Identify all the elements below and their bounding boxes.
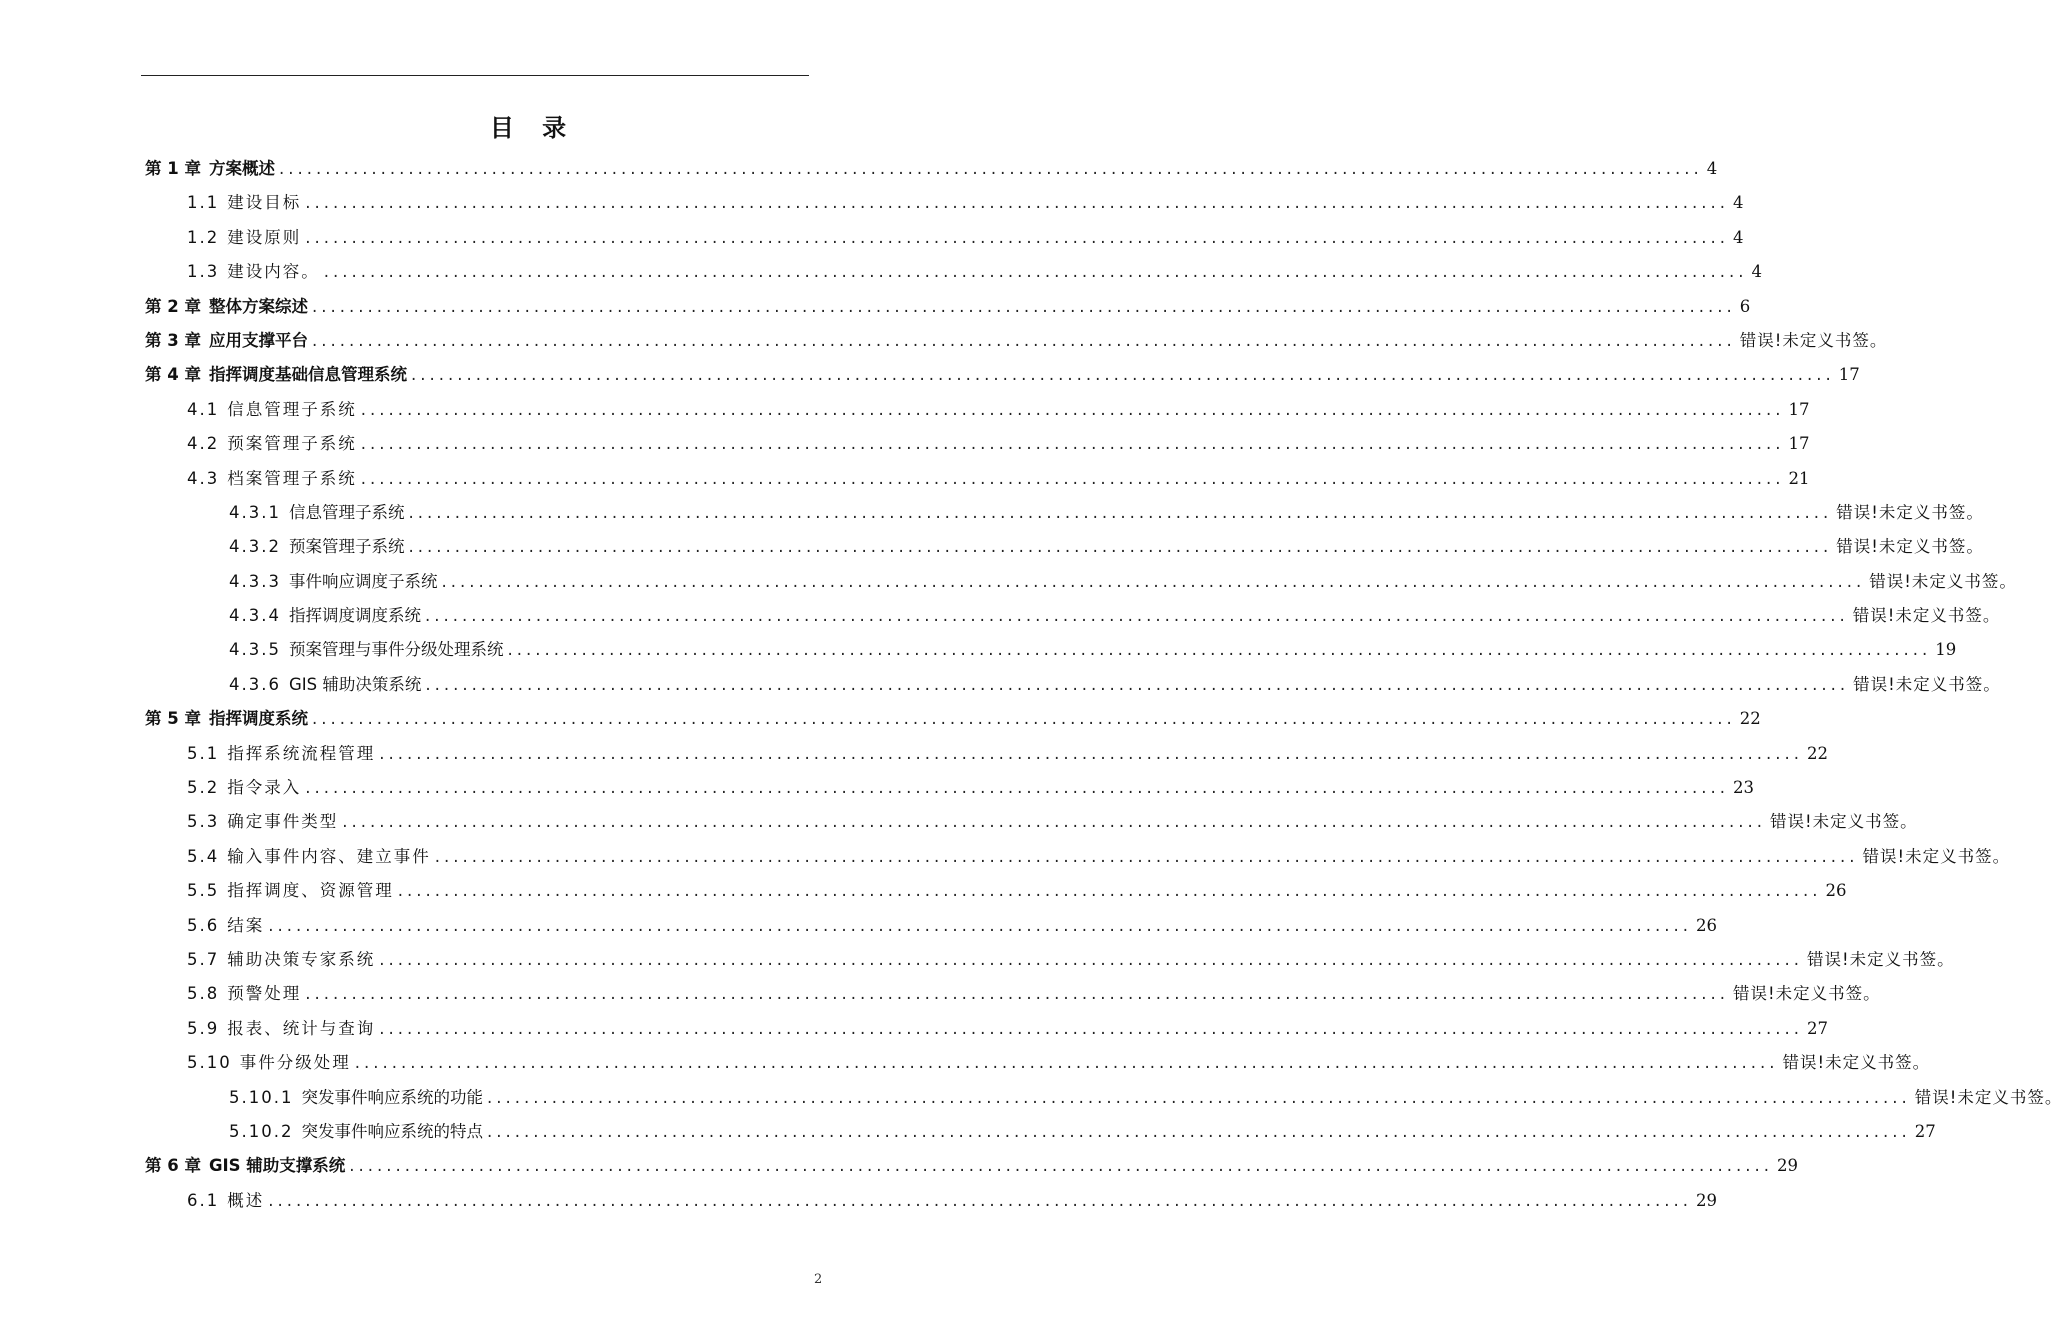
toc-entry-number: 4.3.1: [229, 502, 281, 522]
toc-entry-page: 6: [1739, 296, 1751, 316]
toc-entry-number: 6.1: [187, 1190, 220, 1210]
toc-entry-number: 第 5 章: [145, 709, 201, 729]
toc-leader-dots: ..........................................................................................................................................................: [425, 674, 1850, 694]
toc-entry-number: 1.3: [187, 262, 220, 282]
toc-entry-title: 建设原则: [227, 227, 302, 247]
toc-leader-dots: ..........................................................................................................................................................: [379, 949, 1803, 969]
toc-entry-page: 22: [1739, 709, 1761, 729]
toc-entry-page: 错误!未定义书签。: [1852, 606, 2001, 626]
toc-entry[interactable]: [145, 702, 1761, 736]
toc-leader-dots: ..........................................................................................................................................................: [397, 881, 1822, 901]
toc-entry-number: 1.1: [187, 193, 220, 213]
toc-entry-number: 5.10: [187, 1053, 232, 1073]
toc-entry-number: 第 4 章: [145, 365, 201, 385]
toc-entry-page: 29: [1695, 1190, 1717, 1210]
toc-leader-dots: ..........................................................................................................................................................: [268, 1190, 1692, 1210]
toc-entry-title: 指令录入: [227, 778, 302, 798]
toc-entry[interactable]: [145, 393, 1810, 427]
toc-entry[interactable]: [145, 1184, 1717, 1218]
toc-entry-number: 5.8: [187, 984, 220, 1004]
toc-entry[interactable]: [145, 633, 1957, 667]
toc-leader-dots: ..........................................................................................................................................................: [349, 1156, 1774, 1176]
toc-leader-dots: ..........................................................................................................................................................: [311, 709, 1736, 729]
toc-entry-page: 错误!未定义书签。: [1836, 537, 1984, 557]
toc-leader-dots: ..........................................................................................................................................................: [507, 640, 1932, 660]
toc-entry-title: 突发事件响应系统的特点: [301, 1121, 483, 1141]
toc-entry-number: 第 6 章: [145, 1156, 201, 1176]
toc-entry-title: 指挥调度系统: [208, 709, 308, 729]
toc-leader-dots: ..........................................................................................................................................................: [410, 365, 1835, 385]
toc-entry-page: 17: [1838, 365, 1860, 385]
toc-entry[interactable]: [145, 358, 1860, 392]
toc-entry[interactable]: [145, 805, 1918, 839]
toc-leader-dots: ..........................................................................................................................................................: [305, 227, 1729, 247]
toc-entry-title: 事件响应调度子系统: [288, 571, 438, 591]
toc-leader-dots: ..........................................................................................................................................................: [424, 606, 1849, 626]
toc-entry-number: 4.3.6: [229, 674, 281, 694]
toc-entry[interactable]: [145, 977, 1881, 1011]
toc-entry-page: 17: [1788, 399, 1810, 419]
toc-leader-dots: ..........................................................................................................................................................: [486, 1121, 1911, 1141]
toc-entry[interactable]: [145, 186, 1744, 220]
toc-entry-title: 辅助决策专家系统: [227, 949, 376, 969]
toc-entry-number: 5.10.1: [229, 1087, 294, 1107]
toc-entry-page: 17: [1788, 434, 1810, 454]
toc-entry-number: 4.3.3: [229, 571, 281, 591]
toc-entry-number: 5.10.2: [229, 1121, 294, 1141]
toc-entry-title: 指挥调度、资源管理: [227, 881, 394, 901]
toc-entry[interactable]: [145, 668, 2001, 702]
toc-entry[interactable]: [145, 255, 1762, 289]
toc-entry[interactable]: [145, 840, 2011, 874]
toc-entry-title: 指挥调度调度系统: [288, 606, 421, 626]
toc-entry-title: 预案管理子系统: [288, 537, 405, 557]
toc-entry[interactable]: [145, 221, 1744, 255]
toc-entry-title: 突发事件响应系统的功能: [301, 1087, 483, 1107]
toc-entry[interactable]: [145, 737, 1828, 771]
toc-entry-number: 4.2: [187, 434, 220, 454]
toc-entry-title: 档案管理子系统: [227, 468, 357, 488]
toc-entry-page: 26: [1825, 881, 1847, 901]
toc-entry-title: GIS 辅助支撑系统: [208, 1156, 346, 1176]
page-number: 2: [814, 1272, 823, 1287]
toc-entry-title: 输入事件内容、建立事件: [227, 846, 431, 866]
toc-entry-number: 4.3.4: [229, 606, 281, 626]
table-of-contents: [145, 152, 2062, 1218]
toc-entry-page: 19: [1935, 640, 1957, 660]
toc-entry-page: 错误!未定义书签。: [1836, 502, 1984, 522]
toc-leader-dots: ..........................................................................................................................................................: [305, 984, 1729, 1004]
toc-entry-page: 27: [1914, 1121, 1936, 1141]
toc-entry[interactable]: [145, 290, 1751, 324]
toc-entry-number: 第 2 章: [145, 296, 201, 316]
toc-entry-title: 事件分级处理: [239, 1053, 351, 1073]
toc-entry-title: GIS 辅助决策系统: [288, 674, 422, 694]
toc-leader-dots: ..........................................................................................................................................................: [323, 262, 1748, 282]
toc-entry[interactable]: [145, 462, 1810, 496]
toc-entry-number: 第 1 章: [145, 159, 201, 178]
toc-entry-number: 5.9: [187, 1018, 220, 1038]
toc-entry-page: 29: [1777, 1156, 1799, 1176]
toc-entry[interactable]: [145, 771, 1754, 805]
toc-leader-dots: ..........................................................................................................................................................: [441, 571, 1866, 591]
toc-entry[interactable]: [145, 324, 1888, 358]
toc-entry-title: 整体方案综述: [208, 296, 308, 316]
toc-entry-title: 指挥调度基础信息管理系统: [208, 365, 407, 385]
toc-title: 目 录: [489, 114, 577, 142]
toc-leader-dots: ..........................................................................................................................................................: [486, 1087, 1911, 1107]
toc-entry-page: 26: [1695, 915, 1717, 935]
toc-entry-title: 建设内容。: [227, 262, 320, 282]
toc-leader-dots: ..........................................................................................................................................................: [379, 743, 1803, 763]
toc-leader-dots: ..........................................................................................................................................................: [305, 778, 1729, 798]
toc-entry[interactable]: [145, 1149, 1799, 1183]
toc-entry[interactable]: [145, 874, 1847, 908]
toc-leader-dots: ..........................................................................................................................................................: [408, 537, 1833, 557]
toc-entry-number: 5.2: [187, 778, 220, 798]
toc-leader-dots: ..........................................................................................................................................................: [360, 468, 1785, 488]
toc-entry-page: 错误!未定义书签。: [1782, 1053, 1931, 1073]
toc-entry-title: 方案概述: [208, 159, 275, 178]
toc-leader-dots: ..........................................................................................................................................................: [360, 399, 1785, 419]
toc-entry-number: 4.3.5: [229, 640, 281, 660]
toc-entry[interactable]: [145, 1012, 1828, 1046]
toc-entry[interactable]: [145, 1046, 1931, 1080]
toc-leader-dots: ..........................................................................................................................................................: [278, 159, 1703, 178]
toc-entry-page: 27: [1806, 1018, 1828, 1038]
toc-entry-title: 指挥系统流程管理: [227, 743, 376, 763]
toc-entry-page: 错误!未定义书签。: [1869, 571, 2017, 591]
toc-entry-title: 预案管理子系统: [227, 434, 357, 454]
toc-leader-dots: ..........................................................................................................................................................: [311, 330, 1736, 350]
toc-entry-title: 预警处理: [227, 984, 302, 1004]
header-rule: [141, 75, 809, 76]
toc-entry-number: 5.1: [187, 743, 220, 763]
toc-leader-dots: ..........................................................................................................................................................: [305, 193, 1729, 213]
toc-entry[interactable]: [145, 530, 1984, 564]
toc-entry-page: 4: [1732, 193, 1744, 213]
toc-entry[interactable]: [145, 152, 1718, 186]
toc-entry-page: 4: [1732, 227, 1744, 247]
toc-entry-number: 4.3: [187, 468, 220, 488]
toc-entry-page: 错误!未定义书签。: [1739, 330, 1888, 350]
toc-entry-title: 结案: [227, 915, 265, 935]
toc-entry-number: 1.2: [187, 227, 220, 247]
toc-entry[interactable]: [145, 1081, 2062, 1115]
toc-entry-title: 报表、统计与查询: [227, 1018, 376, 1038]
toc-entry-number: 5.3: [187, 812, 220, 832]
toc-entry-page: 23: [1732, 778, 1754, 798]
toc-entry[interactable]: [145, 1115, 1936, 1149]
toc-entry[interactable]: [145, 565, 2017, 599]
toc-leader-dots: ..........................................................................................................................................................: [354, 1053, 1779, 1073]
toc-entry-title: 确定事件类型: [227, 812, 339, 832]
toc-entry-page: 22: [1806, 743, 1828, 763]
toc-entry-page: 21: [1788, 468, 1810, 488]
toc-entry-page: 4: [1706, 159, 1718, 178]
toc-entry-title: 预案管理与事件分级处理系统: [288, 640, 504, 660]
toc-entry-page: 错误!未定义书签。: [1806, 949, 1955, 969]
toc-entry[interactable]: [145, 909, 1717, 943]
toc-entry-title: 概述: [227, 1190, 265, 1210]
toc-entry-title: 应用支撑平台: [208, 330, 308, 350]
toc-entry-page: 4: [1751, 262, 1762, 282]
toc-entry[interactable]: [145, 427, 1810, 461]
toc-entry-title: 建设目标: [227, 193, 302, 213]
toc-entry-page: 错误!未定义书签。: [1853, 674, 2001, 694]
toc-leader-dots: ..........................................................................................................................................................: [268, 915, 1692, 935]
toc-entry[interactable]: [145, 599, 2001, 633]
toc-leader-dots: ..........................................................................................................................................................: [342, 812, 1766, 832]
toc-entry-page: 错误!未定义书签。: [1732, 984, 1881, 1004]
toc-entry-number: 4.1: [187, 399, 220, 419]
toc-leader-dots: ..........................................................................................................................................................: [434, 846, 1859, 866]
toc-entry-page: 错误!未定义书签。: [1862, 846, 2011, 866]
toc-entry-title: 信息管理子系统: [227, 399, 357, 419]
toc-leader-dots: ..........................................................................................................................................................: [311, 296, 1736, 316]
toc-entry-title: 信息管理子系统: [288, 502, 405, 522]
toc-entry[interactable]: [145, 496, 1984, 530]
toc-entry[interactable]: [145, 943, 1955, 977]
toc-entry-number: 5.6: [187, 915, 220, 935]
toc-entry-number: 5.4: [187, 846, 220, 866]
toc-entry-page: 错误!未定义书签。: [1914, 1087, 2062, 1107]
toc-leader-dots: ..........................................................................................................................................................: [360, 434, 1785, 454]
toc-leader-dots: ..........................................................................................................................................................: [408, 502, 1833, 522]
toc-entry-number: 4.3.2: [229, 537, 281, 557]
toc-entry-number: 第 3 章: [145, 330, 201, 350]
toc-entry-number: 5.5: [187, 881, 220, 901]
toc-entry-page: 错误!未定义书签。: [1769, 812, 1918, 832]
toc-leader-dots: ..........................................................................................................................................................: [379, 1018, 1803, 1038]
toc-entry-number: 5.7: [187, 949, 220, 969]
